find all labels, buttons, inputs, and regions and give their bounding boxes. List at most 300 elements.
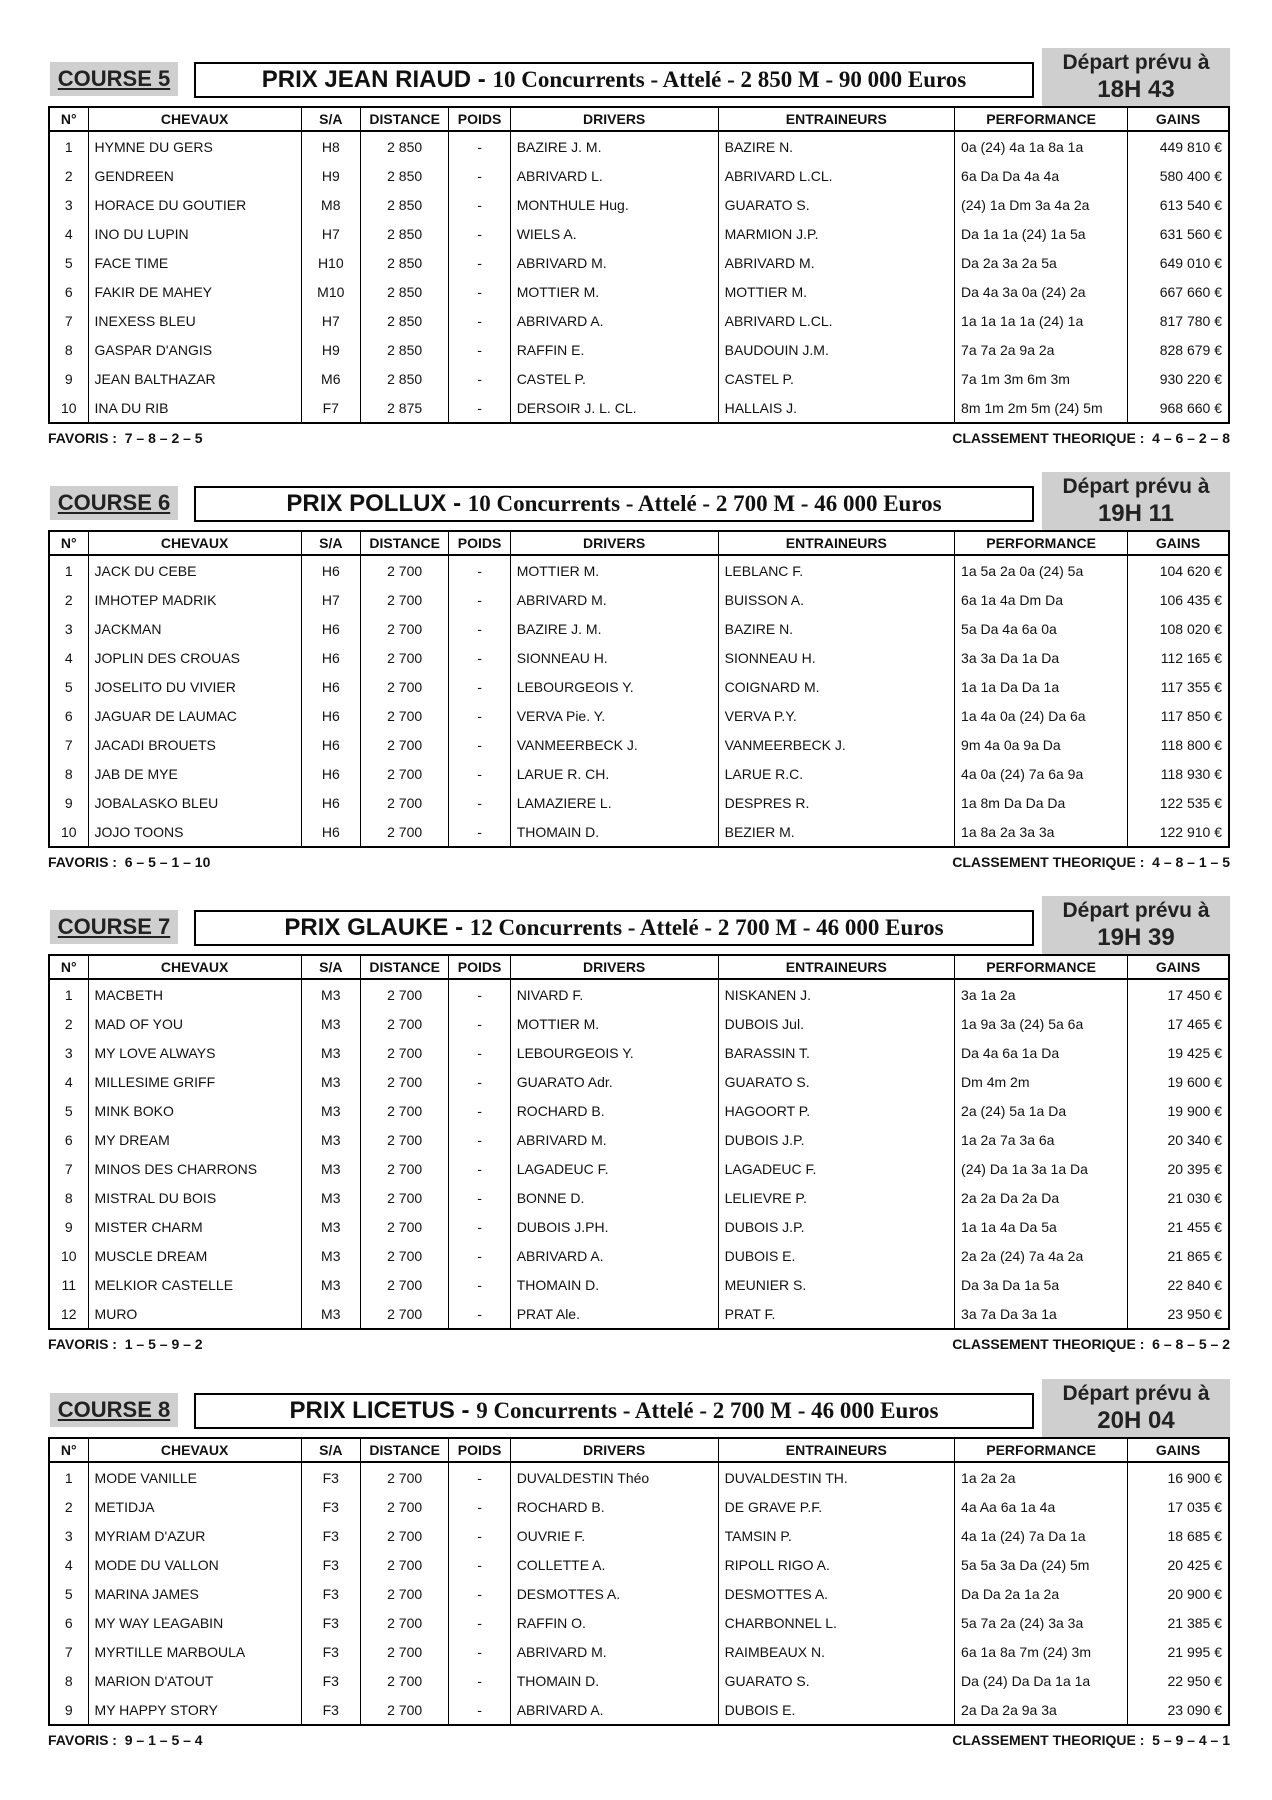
trainer-name: DE GRAVE P.F. xyxy=(718,1492,954,1521)
sex-age: H6 xyxy=(301,614,360,643)
sex-age: M3 xyxy=(301,1241,360,1270)
table-row xyxy=(49,1492,1229,1521)
weight: - xyxy=(449,1462,510,1492)
runners-table xyxy=(48,954,1230,1330)
runner-number: 6 xyxy=(49,277,88,306)
runner-number: 2 xyxy=(49,1009,88,1038)
runner-number: 9 xyxy=(49,788,88,817)
driver-name: BAZIRE J. M. xyxy=(510,131,718,161)
runner-number: 6 xyxy=(49,1125,88,1154)
trainer-name: TAMSIN P. xyxy=(718,1521,954,1550)
driver-name: VANMEERBECK J. xyxy=(510,730,718,759)
driver-name: BAZIRE J. M. xyxy=(510,614,718,643)
start-time-box xyxy=(1042,896,1230,954)
col-header-num: N° xyxy=(49,1438,88,1462)
distance: 2 700 xyxy=(360,979,449,1009)
sex-age: H6 xyxy=(301,730,360,759)
col-header-sa: S/A xyxy=(301,955,360,979)
earnings: 21 030 € xyxy=(1128,1183,1229,1212)
start-time-box xyxy=(1042,472,1230,530)
horse-name: MACBETH xyxy=(88,979,301,1009)
ranking-value: 6 – 8 – 5 – 2 xyxy=(1152,1336,1230,1352)
horse-name: FACE TIME xyxy=(88,248,301,277)
favorites-label: FAVORIS : xyxy=(48,430,117,446)
runner-number: 9 xyxy=(49,1212,88,1241)
runner-number: 4 xyxy=(49,1550,88,1579)
distance: 2 700 xyxy=(360,672,449,701)
distance: 2 700 xyxy=(360,701,449,730)
table-row xyxy=(49,335,1229,364)
trainer-name: ABRIVARD L.CL. xyxy=(718,306,954,335)
horse-name: MILLESIME GRIFF xyxy=(88,1067,301,1096)
col-header-entraineurs: ENTRAINEURS xyxy=(718,107,954,131)
weight: - xyxy=(449,643,510,672)
horse-name: MY HAPPY STORY xyxy=(88,1695,301,1725)
earnings: 20 395 € xyxy=(1128,1154,1229,1183)
weight: - xyxy=(449,1212,510,1241)
distance: 2 700 xyxy=(360,817,449,847)
performance: 2a (24) 5a 1a Da xyxy=(955,1096,1128,1125)
driver-name: DESMOTTES A. xyxy=(510,1579,718,1608)
sex-age: H7 xyxy=(301,219,360,248)
trainer-name: SIONNEAU H. xyxy=(718,643,954,672)
performance: (24) Da 1a 3a 1a Da xyxy=(955,1154,1128,1183)
weight: - xyxy=(449,759,510,788)
col-header-gains: GAINS xyxy=(1128,107,1229,131)
runner-number: 1 xyxy=(49,555,88,585)
horse-name: MUSCLE DREAM xyxy=(88,1241,301,1270)
distance: 2 700 xyxy=(360,1096,449,1125)
horse-name: HORACE DU GOUTIER xyxy=(88,190,301,219)
start-time-box xyxy=(1042,48,1230,106)
performance: 4a Aa 6a 1a 4a xyxy=(955,1492,1128,1521)
col-header-drivers: DRIVERS xyxy=(510,531,718,555)
earnings: 17 465 € xyxy=(1128,1009,1229,1038)
weight: - xyxy=(449,1125,510,1154)
favorites-value: 7 – 8 – 2 – 5 xyxy=(124,430,203,446)
performance: 4a 0a (24) 7a 6a 9a xyxy=(955,759,1128,788)
earnings: 21 385 € xyxy=(1128,1608,1229,1637)
course-section xyxy=(48,896,1230,1379)
sex-age: M3 xyxy=(301,1038,360,1067)
performance: 3a 7a Da 3a 1a xyxy=(955,1299,1128,1329)
sex-age: F3 xyxy=(301,1521,360,1550)
earnings: 122 535 € xyxy=(1128,788,1229,817)
horse-name: JACKMAN xyxy=(88,614,301,643)
horse-name: MYRIAM D'AZUR xyxy=(88,1521,301,1550)
driver-name: RAFFIN E. xyxy=(510,335,718,364)
table-row xyxy=(49,1096,1229,1125)
runner-number: 4 xyxy=(49,219,88,248)
sex-age: M6 xyxy=(301,364,360,393)
favorites-label: FAVORIS : xyxy=(48,1336,117,1352)
trainer-name: HAGOORT P. xyxy=(718,1096,954,1125)
driver-name: ABRIVARD M. xyxy=(510,1637,718,1666)
title-separator: - xyxy=(471,66,493,93)
weight: - xyxy=(449,1550,510,1579)
favorites-label: FAVORIS : xyxy=(48,1732,117,1748)
trainer-name: BARASSIN T. xyxy=(718,1038,954,1067)
earnings: 19 600 € xyxy=(1128,1067,1229,1096)
trainer-name: DESMOTTES A. xyxy=(718,1579,954,1608)
trainer-name: ABRIVARD M. xyxy=(718,248,954,277)
sex-age: H9 xyxy=(301,161,360,190)
col-header-entraineurs: ENTRAINEURS xyxy=(718,531,954,555)
earnings: 968 660 € xyxy=(1128,393,1229,423)
driver-name: LAGADEUC F. xyxy=(510,1154,718,1183)
table-row xyxy=(49,817,1229,847)
earnings: 631 560 € xyxy=(1128,219,1229,248)
distance: 2 850 xyxy=(360,306,449,335)
table-row xyxy=(49,1270,1229,1299)
table-row xyxy=(49,643,1229,672)
table-row xyxy=(49,1241,1229,1270)
earnings: 104 620 € xyxy=(1128,555,1229,585)
course-footer xyxy=(48,424,1230,452)
distance: 2 700 xyxy=(360,1666,449,1695)
weight: - xyxy=(449,730,510,759)
program-page xyxy=(48,48,1230,1799)
race-name: PRIX LICETUS xyxy=(289,1397,455,1424)
trainer-name: GUARATO S. xyxy=(718,190,954,219)
driver-name: MOTTIER M. xyxy=(510,555,718,585)
performance: Da 4a 6a 1a Da xyxy=(955,1038,1128,1067)
horse-name: MINK BOKO xyxy=(88,1096,301,1125)
trainer-name: BAZIRE N. xyxy=(718,131,954,161)
sex-age: M3 xyxy=(301,1299,360,1329)
horse-name: IMHOTEP MADRIK xyxy=(88,585,301,614)
runner-number: 5 xyxy=(49,1579,88,1608)
col-header-performance: PERFORMANCE xyxy=(955,531,1128,555)
runner-number: 8 xyxy=(49,335,88,364)
table-header-row xyxy=(49,955,1229,979)
table-row xyxy=(49,730,1229,759)
table-row xyxy=(49,1579,1229,1608)
col-header-num: N° xyxy=(49,955,88,979)
earnings: 19 900 € xyxy=(1128,1096,1229,1125)
start-time: 19H 39 xyxy=(1097,924,1175,951)
earnings: 108 020 € xyxy=(1128,614,1229,643)
performance: 2a 2a (24) 7a 4a 2a xyxy=(955,1241,1128,1270)
performance: 1a 1a Da Da 1a xyxy=(955,672,1128,701)
runner-number: 10 xyxy=(49,1241,88,1270)
start-time: 19H 11 xyxy=(1097,500,1175,527)
driver-name: ABRIVARD M. xyxy=(510,585,718,614)
driver-name: ABRIVARD L. xyxy=(510,161,718,190)
runner-number: 1 xyxy=(49,1462,88,1492)
earnings: 117 850 € xyxy=(1128,701,1229,730)
sex-age: H6 xyxy=(301,788,360,817)
weight: - xyxy=(449,1154,510,1183)
distance: 2 700 xyxy=(360,1695,449,1725)
performance: 6a Da Da 4a 4a xyxy=(955,161,1128,190)
weight: - xyxy=(449,1038,510,1067)
driver-name: DERSOIR J. L. CL. xyxy=(510,393,718,423)
weight: - xyxy=(449,1666,510,1695)
favorites xyxy=(48,430,203,446)
theoretical-ranking xyxy=(952,854,1230,870)
weight: - xyxy=(449,788,510,817)
earnings: 930 220 € xyxy=(1128,364,1229,393)
col-header-chevaux: CHEVAUX xyxy=(88,531,301,555)
col-header-distance: DISTANCE xyxy=(360,955,449,979)
driver-name: LARUE R. CH. xyxy=(510,759,718,788)
sex-age: M3 xyxy=(301,1067,360,1096)
table-row xyxy=(49,788,1229,817)
runners-table xyxy=(48,530,1230,848)
weight: - xyxy=(449,1009,510,1038)
weight: - xyxy=(449,306,510,335)
distance: 2 700 xyxy=(360,1462,449,1492)
trainer-name: NISKANEN J. xyxy=(718,979,954,1009)
horse-name: MISTER CHARM xyxy=(88,1212,301,1241)
performance: 5a 5a 3a Da (24) 5m xyxy=(955,1550,1128,1579)
horse-name: JEAN BALTHAZAR xyxy=(88,364,301,393)
performance: 8m 1m 2m 5m (24) 5m xyxy=(955,393,1128,423)
weight: - xyxy=(449,219,510,248)
performance: 2a 2a Da 2a Da xyxy=(955,1183,1128,1212)
table-row xyxy=(49,1183,1229,1212)
col-header-performance: PERFORMANCE xyxy=(955,107,1128,131)
earnings: 828 679 € xyxy=(1128,335,1229,364)
sex-age: M3 xyxy=(301,1009,360,1038)
horse-name: MYRTILLE MARBOULA xyxy=(88,1637,301,1666)
horse-name: HYMNE DU GERS xyxy=(88,131,301,161)
sex-age: M3 xyxy=(301,1096,360,1125)
trainer-name: COIGNARD M. xyxy=(718,672,954,701)
start-time-label: Départ prévu à xyxy=(1062,51,1210,74)
horse-name: GENDREEN xyxy=(88,161,301,190)
trainer-name: BAUDOUIN J.M. xyxy=(718,335,954,364)
performance: 6a 1a 8a 7m (24) 3m xyxy=(955,1637,1128,1666)
driver-name: WIELS A. xyxy=(510,219,718,248)
earnings: 17 035 € xyxy=(1128,1492,1229,1521)
weight: - xyxy=(449,393,510,423)
distance: 2 700 xyxy=(360,1067,449,1096)
table-row xyxy=(49,1550,1229,1579)
trainer-name: VERVA P.Y. xyxy=(718,701,954,730)
performance: 7a 1m 3m 6m 3m xyxy=(955,364,1128,393)
runner-number: 3 xyxy=(49,614,88,643)
race-info: 12 Concurrents - Attelé - 2 700 M - 46 000 Euros xyxy=(469,915,944,940)
runner-number: 5 xyxy=(49,1096,88,1125)
start-time-label: Départ prévu à xyxy=(1062,1382,1210,1405)
trainer-name: LAGADEUC F. xyxy=(718,1154,954,1183)
earnings: 449 810 € xyxy=(1128,131,1229,161)
earnings: 23 950 € xyxy=(1128,1299,1229,1329)
favorites xyxy=(48,1336,203,1352)
runners-table xyxy=(48,1437,1230,1726)
title-separator: - xyxy=(454,1397,477,1424)
col-header-entraineurs: ENTRAINEURS xyxy=(718,1438,954,1462)
horse-name: JACADI BROUETS xyxy=(88,730,301,759)
earnings: 118 800 € xyxy=(1128,730,1229,759)
distance: 2 700 xyxy=(360,585,449,614)
trainer-name: BEZIER M. xyxy=(718,817,954,847)
driver-name: ROCHARD B. xyxy=(510,1096,718,1125)
weight: - xyxy=(449,1695,510,1725)
distance: 2 850 xyxy=(360,364,449,393)
horse-name: MISTRAL DU BOIS xyxy=(88,1183,301,1212)
runner-number: 3 xyxy=(49,1521,88,1550)
table-row xyxy=(49,190,1229,219)
runner-number: 8 xyxy=(49,1183,88,1212)
ranking-label: CLASSEMENT THEORIQUE : xyxy=(952,854,1145,870)
col-header-distance: DISTANCE xyxy=(360,107,449,131)
performance: 3a 1a 2a xyxy=(955,979,1128,1009)
table-row xyxy=(49,1154,1229,1183)
sex-age: M3 xyxy=(301,1154,360,1183)
col-header-entraineurs: ENTRAINEURS xyxy=(718,955,954,979)
weight: - xyxy=(449,614,510,643)
course-header xyxy=(48,1379,1230,1437)
table-row xyxy=(49,555,1229,585)
distance: 2 700 xyxy=(360,788,449,817)
trainer-name: DUBOIS Jul. xyxy=(718,1009,954,1038)
weight: - xyxy=(449,1579,510,1608)
start-time: 20H 04 xyxy=(1097,1407,1175,1434)
distance: 2 700 xyxy=(360,1579,449,1608)
runner-number: 12 xyxy=(49,1299,88,1329)
horse-name: MY LOVE ALWAYS xyxy=(88,1038,301,1067)
table-row xyxy=(49,248,1229,277)
col-header-drivers: DRIVERS xyxy=(510,955,718,979)
race-name: PRIX POLLUX xyxy=(286,490,447,517)
performance: 1a 8a 2a 3a 3a xyxy=(955,817,1128,847)
course-label: COURSE 8 xyxy=(50,1393,178,1427)
performance: Da 1a 1a (24) 1a 5a xyxy=(955,219,1128,248)
performance: 1a 2a 7a 3a 6a xyxy=(955,1125,1128,1154)
performance: Da 2a 3a 2a 5a xyxy=(955,248,1128,277)
horse-name: MELKIOR CASTELLE xyxy=(88,1270,301,1299)
sex-age: M8 xyxy=(301,190,360,219)
runner-number: 9 xyxy=(49,1695,88,1725)
driver-name: NIVARD F. xyxy=(510,979,718,1009)
driver-name: THOMAIN D. xyxy=(510,1666,718,1695)
trainer-name: VANMEERBECK J. xyxy=(718,730,954,759)
earnings: 106 435 € xyxy=(1128,585,1229,614)
col-header-distance: DISTANCE xyxy=(360,1438,449,1462)
start-time-box xyxy=(1042,1379,1230,1437)
performance: Da (24) Da Da 1a 1a xyxy=(955,1666,1128,1695)
distance: 2 850 xyxy=(360,131,449,161)
weight: - xyxy=(449,1270,510,1299)
favorites-value: 9 – 1 – 5 – 4 xyxy=(124,1732,203,1748)
trainer-name: BUISSON A. xyxy=(718,585,954,614)
performance: 9m 4a 0a 9a Da xyxy=(955,730,1128,759)
sex-age: F3 xyxy=(301,1637,360,1666)
sex-age: F3 xyxy=(301,1666,360,1695)
trainer-name: MEUNIER S. xyxy=(718,1270,954,1299)
race-title xyxy=(194,910,1034,946)
table-row xyxy=(49,364,1229,393)
favorites xyxy=(48,854,210,870)
runner-number: 1 xyxy=(49,979,88,1009)
sex-age: M3 xyxy=(301,1183,360,1212)
horse-name: JOSELITO DU VIVIER xyxy=(88,672,301,701)
weight: - xyxy=(449,335,510,364)
horse-name: MINOS DES CHARRONS xyxy=(88,1154,301,1183)
trainer-name: CHARBONNEL L. xyxy=(718,1608,954,1637)
table-row xyxy=(49,1462,1229,1492)
ranking-label: CLASSEMENT THEORIQUE : xyxy=(952,1732,1145,1748)
horse-name: MY WAY LEAGABIN xyxy=(88,1608,301,1637)
weight: - xyxy=(449,701,510,730)
performance: 7a 7a 2a 9a 2a xyxy=(955,335,1128,364)
driver-name: LAMAZIERE L. xyxy=(510,788,718,817)
race-title xyxy=(194,1393,1034,1429)
table-row xyxy=(49,393,1229,423)
horse-name: JACK DU CEBE xyxy=(88,555,301,585)
performance: 1a 5a 2a 0a (24) 5a xyxy=(955,555,1128,585)
trainer-name: MARMION J.P. xyxy=(718,219,954,248)
weight: - xyxy=(449,585,510,614)
driver-name: ROCHARD B. xyxy=(510,1492,718,1521)
sex-age: F3 xyxy=(301,1550,360,1579)
runner-number: 7 xyxy=(49,730,88,759)
weight: - xyxy=(449,817,510,847)
table-row xyxy=(49,701,1229,730)
horse-name: INEXESS BLEU xyxy=(88,306,301,335)
sex-age: F3 xyxy=(301,1462,360,1492)
sex-age: H6 xyxy=(301,672,360,701)
sex-age: H6 xyxy=(301,555,360,585)
table-row xyxy=(49,1695,1229,1725)
earnings: 817 780 € xyxy=(1128,306,1229,335)
col-header-distance: DISTANCE xyxy=(360,531,449,555)
course-section xyxy=(48,48,1230,472)
trainer-name: RIPOLL RIGO A. xyxy=(718,1550,954,1579)
weight: - xyxy=(449,190,510,219)
earnings: 23 090 € xyxy=(1128,1695,1229,1725)
runner-number: 3 xyxy=(49,1038,88,1067)
theoretical-ranking xyxy=(952,1336,1230,1352)
course-label: COURSE 5 xyxy=(50,62,178,96)
performance: 1a 1a 1a 1a (24) 1a xyxy=(955,306,1128,335)
performance: 1a 9a 3a (24) 5a 6a xyxy=(955,1009,1128,1038)
favorites-value: 6 – 5 – 1 – 10 xyxy=(124,854,211,870)
table-row xyxy=(49,1067,1229,1096)
race-name: PRIX JEAN RIAUD xyxy=(261,66,472,93)
horse-name: MURO xyxy=(88,1299,301,1329)
weight: - xyxy=(449,248,510,277)
driver-name: ABRIVARD M. xyxy=(510,248,718,277)
runner-number: 10 xyxy=(49,817,88,847)
runner-number: 4 xyxy=(49,643,88,672)
distance: 2 700 xyxy=(360,730,449,759)
race-title xyxy=(194,486,1034,522)
table-row xyxy=(49,1125,1229,1154)
performance: 2a Da 2a 9a 3a xyxy=(955,1695,1128,1725)
col-header-drivers: DRIVERS xyxy=(510,107,718,131)
ranking-label: CLASSEMENT THEORIQUE : xyxy=(952,1336,1145,1352)
sex-age: H6 xyxy=(301,759,360,788)
earnings: 613 540 € xyxy=(1128,190,1229,219)
weight: - xyxy=(449,1241,510,1270)
table-row xyxy=(49,1038,1229,1067)
trainer-name: GUARATO S. xyxy=(718,1666,954,1695)
table-row xyxy=(49,759,1229,788)
trainer-name: PRAT F. xyxy=(718,1299,954,1329)
driver-name: ABRIVARD A. xyxy=(510,1241,718,1270)
driver-name: COLLETTE A. xyxy=(510,1550,718,1579)
sex-age: F3 xyxy=(301,1579,360,1608)
sex-age: H8 xyxy=(301,131,360,161)
horse-name: METIDJA xyxy=(88,1492,301,1521)
sex-age: F3 xyxy=(301,1492,360,1521)
horse-name: JAB DE MYE xyxy=(88,759,301,788)
start-time: 18H 43 xyxy=(1097,76,1175,103)
